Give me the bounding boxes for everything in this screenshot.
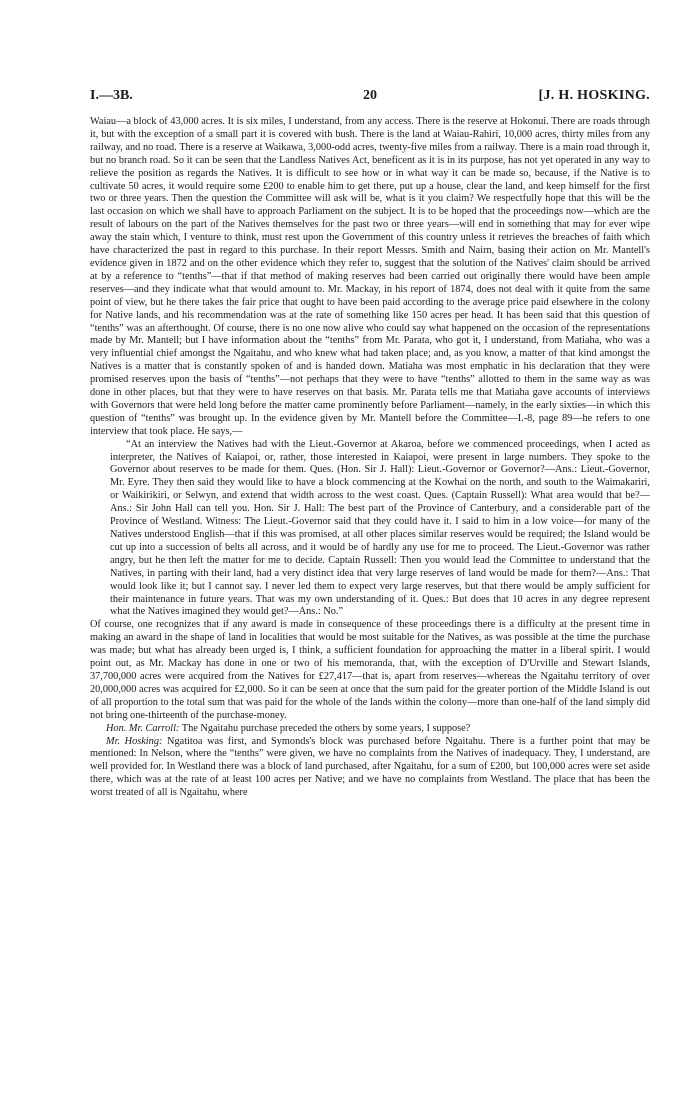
quote-paragraph: “At an interview the Natives had with the Lieut.-Governor at Akaroa, before we commenced proceedings, when I acted as interpreter, the Natives of Kaiapoi, or, rather, those interested in Kaiapoi, were present in large numbers. They spoke to the Governor about reserves to be made for them. Ques. (Hon. Sir J. Hall): Lieut.-Governor or Governor?—Ans.: Lieut.-Governor, Mr. Eyre. They then said they would like to have a block commencing at the Kowhai on the north, and south to the Waimakariri, or Waikirikiri, or Selwyn, and extend that width across to the west coast. Ques. (Captain Russell): What area would that be?—Ans.: Sir John Hall can tell you. Hon. Sir J. Hall: The best part of the Province of Canterbury, and a considerable part of the Province of Westland. Witness: The Lieut.-Governor said that they could have it. I said to him in a low voice—for many of the Natives understood English—that if this was promised, at all other places similar reserves would be required; the Island would be cut up into a succession of belts all across, and it would be of hardly any use for me to proceed. The Lieut.-Governor was rather angry, but he then left the matter for me to decide. Captain Russell: Then you would lead the Committee to understand that the Natives, in parting with their land, had a very distinct idea that very large reserves of land would be made for them?—Ans.: That would look like it; but I cannot say. I never led them to expect very large reserves, but that there would be amply sufficient for their maintenance in future years. That was my own understanding of it. Ques.: But does that 10 acres in any degree represent what the Natives imagined they would get?—Ans.: No.” (110, 438, 650, 618)
page-number: 20 (363, 88, 377, 103)
speaker-label: Mr. Hosking: (106, 735, 163, 747)
speaker-label: Hon. Mr. Carroll: (106, 722, 180, 734)
dialogue-text: The Ngaitahu purchase preceded the others by some years, I suppose? (179, 722, 471, 734)
page-body (90, 116, 650, 800)
paragraph: Of course, one recognizes that if any award is made in consequence of these proceedings there is a difficulty at the present time in making an award in the shape of land in localities that would be most suitable for the Natives, as was possible at the time the purchase was made; but what has already been urged is, I think, a sufficient foundation for approaching the matter in a liberal spirit. I would point out, as Mr. Mackay has done in one or two of his memoranda, that, with the exception of D'Urville and Stewart Islands, 37,700,000 acres were acquired from the Natives for £27,417—that is, apart from reserves—whereas the Ngaitahu territory of over 20,000,000 acres was acquired for £2,000. So it can be seen at once that the sum paid for the greater portion of the Middle Island is out of all proportion to the total sum that was paid for the whole of the lands within the colony—more than one-half of the land simply did not bring one-thirteenth of the purchase-money. (90, 619, 650, 721)
dialogue-paragraph (90, 723, 650, 736)
block-quote (110, 439, 650, 620)
dialogue-text: Ngatitoa was first, and Symonds's block was purchased before Ngaitahu. There is a further point that may be mentioned: In Nelson, where the “tenths” were given, we have no complaints from the Natives of inadequacy. They, I understand, are well provided for. In Westland there was a block of land purchased, after Ngaitahu, for a sum of £200, but 100,000 acres were set aside there, which was at the rate of at least 100 acres per Native; and we have no complaints from Westland. The place that has been the worst treated of all is Ngaitahu, where (90, 735, 651, 799)
dialogue-paragraph (90, 736, 650, 801)
page-header (90, 88, 650, 108)
paragraph: Waiau—a block of 43,000 acres. It is six miles, I understand, from any access. There is the reserve at Hokonui. There are roads through it, but with the exception of a small part it is covered with bush. There is the land at Waiau-Rahiri, 10,000 acres, thirty miles from any railway, and no road. There is a reserve at Waikawa, 3,000-odd acres, twenty-five miles from a railway. There is a main road through it, but no branch road. So it can be seen that the Landless Natives Act, beneficent as it is in its purpose, has not yet operated in any way to relieve the position as regards the Natives. It is difficult to see how or in what way it can be made so, because, if the Native is to cultivate 50 acres, it would require some £200 to enable him to get there, put up a house, clear the land, and keep himself for the first two or three years. Then the question the Committee will ask will be, what is it you claim? We respectfully hope that this will be the last occasion on which we shall have to approach Parliament on the subject. It is to be hoped that the proceedings now—which are the result of labours on the part of the Natives themselves for the past two or three years—will end in something that may for ever wipe away the stain which, I venture to think, must rest upon the Government of this country unless it retrieves the breaches of faith which have characterized the past in regard to this purchase. In their report Messrs. Smith and Nairn, basing their action on Mr. Mantell's evidence given in 1872 and on the other evidence which they refer to, suggest that the solution of the Natives' claim should be arrived at by a reference to “tenths”—that if that method of making reserves had been carried out originally there would have been ample reserves—and they indicate what that would amount to. Mr. Mackay, in his report of 1874, does not deal with it quite from the same point of view, but he there takes the fair price that ought to have been paid according to the average price paid elsewhere in the colony for Native lands, and his recommendation was at the rate of something like 150 acres per head. It has been said that this question of “tenths” was an afterthought. Of course, there is no one now alive who could say what happened on the occasion of the representations made by Mr. Mantell; but I have information about the “tenths” from Mr. Parata, who got it, I understand, from Matiaha, who was a very influential chief amongst the Ngaitahu, and who knew what had taken place; and, as you know, a matter of that kind amongst the Natives is a matter that is constantly spoken of and is handed down. Matiaha was most emphatic in his declaration that they were promised reserves upon the basis of “tenths”—not perhaps that they were to have “tenths” allotted to them in the same way as was done in other places, but that they were to have reserves on that basis. Mr. Parata tells me that Matiaha gave accounts of interviews with Governors that were held long before the matter came prominently before Parliament—namely, in the early sixties—in which this question of “tenths” was brought up. In the evidence given by Mr. Mantell before the Committee—I.-8, page 89—he refers to one interview that took place. He says,— (90, 116, 650, 437)
speaker-name: [J. H. HOSKING. (538, 88, 650, 103)
document-reference: I.—3B. (90, 88, 133, 103)
